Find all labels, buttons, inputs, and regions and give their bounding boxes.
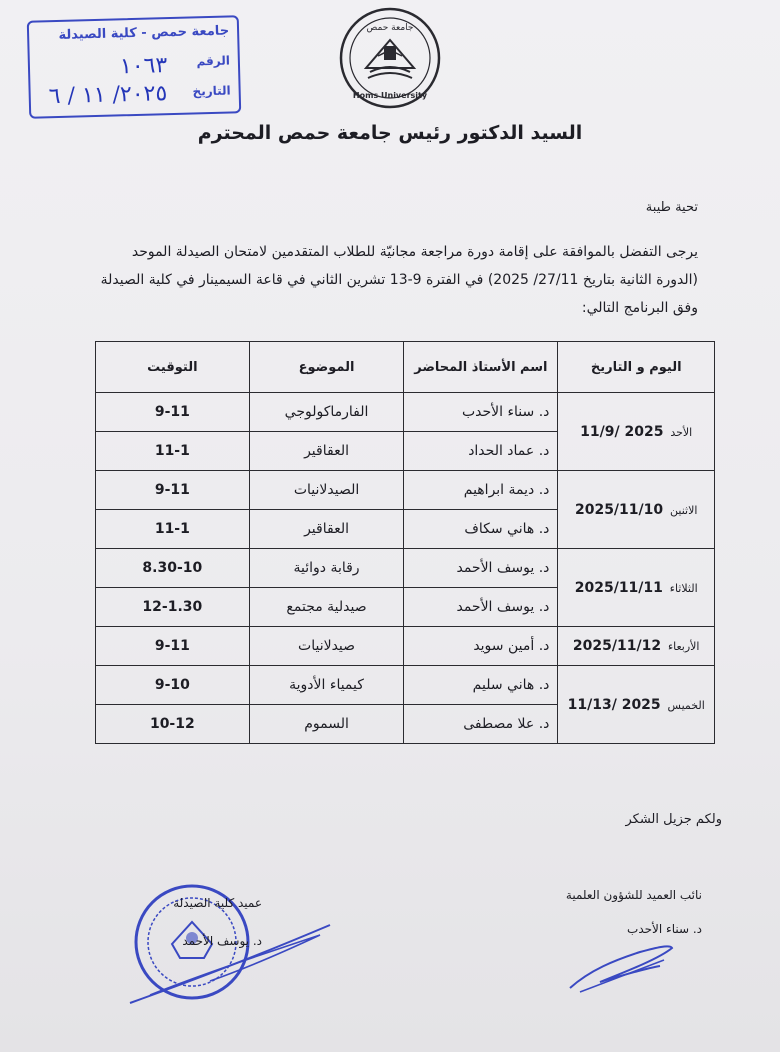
day-name: الاثنين	[670, 503, 698, 517]
day-date: 2025/11/10	[574, 501, 664, 518]
logo-arabic-text: جامعة حمص	[366, 23, 414, 33]
stamp-ref-value: ١٠٦٣	[119, 53, 168, 80]
header-time: التوقيت	[96, 342, 250, 393]
table-row	[96, 627, 715, 666]
day-name: الأحد	[670, 425, 693, 439]
signatory-left-name: د. يوسف الأحمد	[182, 934, 262, 948]
subject-cell: الصيدلانيات	[249, 471, 404, 510]
date-cell	[558, 471, 715, 549]
signature-right	[560, 930, 680, 1000]
logo-english-text: Homs University	[352, 91, 428, 100]
table-row	[96, 549, 715, 588]
signatory-left-title: عميد كلية الصيدلة	[173, 896, 262, 910]
date-cell	[558, 393, 715, 471]
letter-title: السيد الدكتور رئيس جامعة حمص المحترم	[197, 122, 583, 144]
subject-cell: السموم	[249, 705, 404, 744]
time-cell: 10-12	[96, 705, 250, 744]
subject-cell: صيدلية مجتمع	[249, 588, 404, 627]
university-logo	[338, 6, 442, 110]
subject-cell: صيدلانيات	[249, 627, 404, 666]
subject-cell: العقاقير	[249, 510, 404, 549]
lecturer-cell: د. هاني سكاف	[404, 510, 558, 549]
date-cell	[558, 666, 715, 744]
date-cell	[558, 627, 715, 666]
day-date: 2025/11/11	[574, 579, 663, 596]
header-date: اليوم و التاريخ	[558, 342, 715, 393]
day-name: الخميس	[667, 698, 705, 712]
day-date: 2025 /11/9	[580, 423, 664, 440]
time-cell: 8.30-10	[96, 549, 250, 588]
body-line: وفق البرنامج التالي:	[581, 300, 698, 316]
signatory-right-name: د. سناء الأحدب	[627, 922, 702, 936]
stamp-date-label: التاريخ	[192, 83, 231, 99]
header-lecturer: اسم الأستاذ المحاضر	[404, 342, 558, 393]
time-cell: 9-10	[96, 666, 250, 705]
day-name: الثلاثاء	[669, 581, 698, 595]
stamp-header: جامعة حمص - كلية الصيدلة	[58, 23, 230, 43]
lecturer-cell: د. ديمة ابراهيم	[404, 471, 558, 510]
body-line: يرجى التفضل بالموافقة على إقامة دورة مراجعة مجانيّة للطلاب المتقدمين لامتحان الصيدلة الموحد	[131, 244, 698, 260]
day-date: 2025 /11/13	[567, 696, 661, 713]
lecturer-cell: د. عماد الحداد	[404, 432, 558, 471]
subject-cell: كيمياء الأدوية	[249, 666, 404, 705]
lecturer-cell: د. يوسف الأحمد	[404, 588, 558, 627]
time-cell: 9-11	[96, 627, 250, 666]
stamp-date-value: ٢٠٢٥/ ١١ / ٦	[48, 81, 168, 110]
signature-left	[120, 915, 340, 1015]
letter-body	[58, 238, 698, 322]
table-row	[96, 471, 715, 510]
body-line: (الدورة الثانية بتاريخ 27/11/ 2025) في الفترة 9-13 تشرين الثاني في قاعة السيمينار في كلية الصيدلة	[100, 272, 698, 288]
day-name: الأربعاء	[667, 640, 700, 653]
lecturer-cell: د. أمين سويد	[404, 627, 558, 666]
greeting: تحية طيبة	[645, 200, 698, 215]
subject-cell: رقابة دوائية	[249, 549, 404, 588]
lecturer-cell: د. سناء الأحدب	[404, 393, 558, 432]
schedule-table	[95, 341, 715, 744]
stamp-ref-label: الرقم	[196, 53, 231, 69]
subject-cell: الفارماكولوجي	[249, 393, 404, 432]
table-row	[96, 666, 715, 705]
lecturer-cell: د. علا مصطفى	[404, 705, 558, 744]
date-cell	[558, 549, 715, 627]
table-header-row	[96, 342, 715, 393]
header-subject: الموضوع	[249, 342, 404, 393]
subject-cell: العقاقير	[249, 432, 404, 471]
time-cell: 12-1.30	[96, 588, 250, 627]
closing-line: ولكم جزيل الشكر	[625, 812, 722, 827]
time-cell: 11-1	[96, 510, 250, 549]
table-row	[96, 393, 715, 432]
lecturer-cell: د. هاني سليم	[404, 666, 558, 705]
time-cell: 11-1	[96, 432, 250, 471]
time-cell: 9-11	[96, 393, 250, 432]
time-cell: 9-11	[96, 471, 250, 510]
signatory-right-title: نائب العميد للشؤون العلمية	[565, 888, 702, 902]
registration-stamp	[27, 15, 241, 119]
lecturer-cell: د. يوسف الأحمد	[404, 549, 558, 588]
day-date: 2025/11/12	[572, 638, 662, 654]
